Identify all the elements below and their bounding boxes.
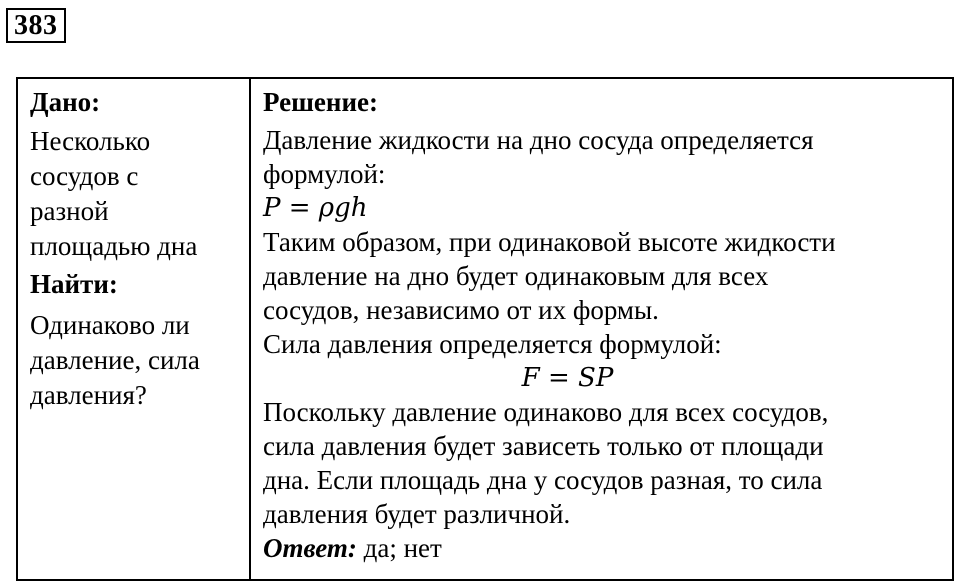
solution-line: Сила давления определяется формулой: bbox=[263, 329, 722, 359]
solution-column bbox=[251, 79, 952, 579]
solution-line: сила давления будет зависеть только от площади bbox=[263, 431, 824, 461]
find-line: Одинаково ли bbox=[30, 310, 190, 340]
problem-number: 383 bbox=[6, 8, 66, 43]
given-line: разной bbox=[30, 196, 109, 226]
solution-line: давления будет различной. bbox=[263, 499, 571, 529]
given-line: площадью дна bbox=[30, 231, 198, 261]
solution-heading: Решение: bbox=[263, 87, 378, 117]
solution-line: дна. Если площадь дна у сосудов разная, то сила bbox=[263, 465, 823, 495]
solution-line: Давление жидкости на дно сосуда определяется bbox=[263, 125, 814, 155]
given-heading: Дано: bbox=[30, 87, 101, 117]
find-line: давление, сила bbox=[30, 345, 200, 375]
pressure-formula: P = ρgh bbox=[263, 193, 368, 223]
given-line: сосудов с bbox=[30, 161, 139, 191]
find-heading: Найти: bbox=[30, 269, 118, 299]
solution-line: Поскольку давление одинаково для всех сосудов, bbox=[263, 397, 829, 427]
solution-line: сосудов, независимо от их формы. bbox=[263, 295, 659, 325]
solution-line: Таким образом, при одинаковой высоте жидкости bbox=[263, 227, 836, 257]
solution-line: давление на дно будет одинаковым для всех bbox=[263, 261, 769, 291]
given-column bbox=[18, 79, 251, 579]
find-text bbox=[30, 308, 249, 413]
answer-label: Ответ: bbox=[263, 533, 357, 563]
given-line: Несколько bbox=[30, 126, 151, 156]
answer-line bbox=[263, 531, 952, 565]
answer-text: да; нет bbox=[356, 533, 442, 563]
solution-line: формулой: bbox=[263, 159, 386, 189]
given-text bbox=[30, 124, 249, 264]
solution-table bbox=[16, 77, 954, 581]
find-line: давления? bbox=[30, 380, 147, 410]
force-formula: F = SP bbox=[521, 363, 614, 393]
